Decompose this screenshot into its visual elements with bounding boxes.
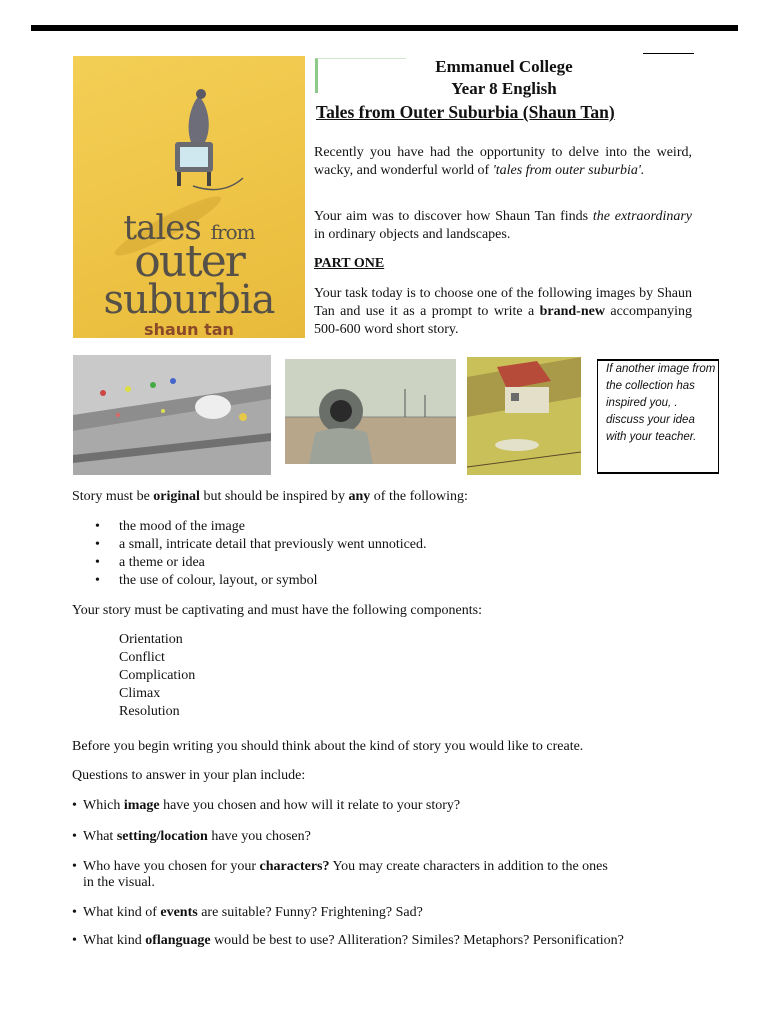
decorative-box: [315, 58, 406, 93]
prompt-image-shelf: [73, 355, 271, 475]
list-item: Resolution: [119, 703, 180, 719]
criteria-list: [95, 518, 427, 590]
name-line: [643, 53, 694, 54]
question-image: • Which image have you chosen and how will it relate to your story?: [72, 798, 461, 813]
plan-before: Before you begin writing you should think about the kind of story you would like to create.: [72, 739, 584, 754]
cover-title-from: from: [210, 220, 255, 244]
criteria-intro: Story must be original but should be inspired by any of the following:: [72, 489, 468, 504]
unit-title: Tales from Outer Suburbia (Shaun Tan): [316, 102, 615, 122]
question-events: • What kind of events are suitable? Funny? Frightening? Sad?: [72, 905, 423, 920]
intro-paragraph-2: Your aim was to discover how Shaun Tan finds the extraordinary in ordinary objects and landscapes.: [314, 209, 692, 242]
list-item: • a theme or idea: [95, 554, 427, 572]
list-item: Orientation: [119, 632, 183, 647]
cover-title-tales: tales: [123, 208, 201, 248]
intro-paragraph-1: Recently you have had the opportunity to delve into the weird, wacky, and wonderful world of 'tales from outer suburbia'.: [314, 145, 692, 178]
components-list: [119, 631, 195, 721]
questions-intro: Questions to answer in your plan include:: [72, 768, 306, 783]
components-intro: Your story must be captivating and must have the following components:: [72, 603, 482, 618]
task-paragraph: Your task today is to choose one of the following images by Shaun Tan and use it as a prompt to write a brand-new accompanying 500-600 word short story.: [314, 286, 692, 337]
cover-author: shaun tan: [144, 320, 234, 338]
list-item: • the use of colour, layout, or symbol: [95, 572, 427, 590]
part-one-heading: PART ONE: [314, 256, 385, 271]
prompt-image-house: [467, 357, 581, 475]
list-item: Conflict: [119, 649, 165, 665]
list-item: Climax: [119, 685, 161, 701]
book-cover-image: [73, 56, 305, 338]
course-name: Year 8 English: [451, 79, 557, 98]
cover-title-outer: outer: [134, 236, 244, 287]
question-characters-cont: in the visual.: [83, 875, 155, 890]
school-name: Emmanuel College: [435, 57, 573, 76]
prompt-image-diver: [285, 359, 456, 464]
list-item: • the mood of the image: [95, 518, 427, 536]
question-characters: • Who have you chosen for your characters? You may create characters in addition to the ones: [72, 859, 608, 874]
top-rule: [31, 25, 738, 31]
question-setting: • What setting/location have you chosen?: [72, 829, 311, 844]
note-text: If another image from the collection has inspired you, . discuss your idea with your teacher.: [606, 363, 716, 443]
cover-title-suburbia: suburbia: [103, 277, 275, 323]
list-item: • a small, intricate detail that previously went unnoticed.: [95, 536, 427, 554]
question-language: • What kind oflanguage would be best to use? Alliteration? Similes? Metaphors? Personification?: [72, 933, 624, 948]
list-item: Complication: [119, 667, 196, 683]
